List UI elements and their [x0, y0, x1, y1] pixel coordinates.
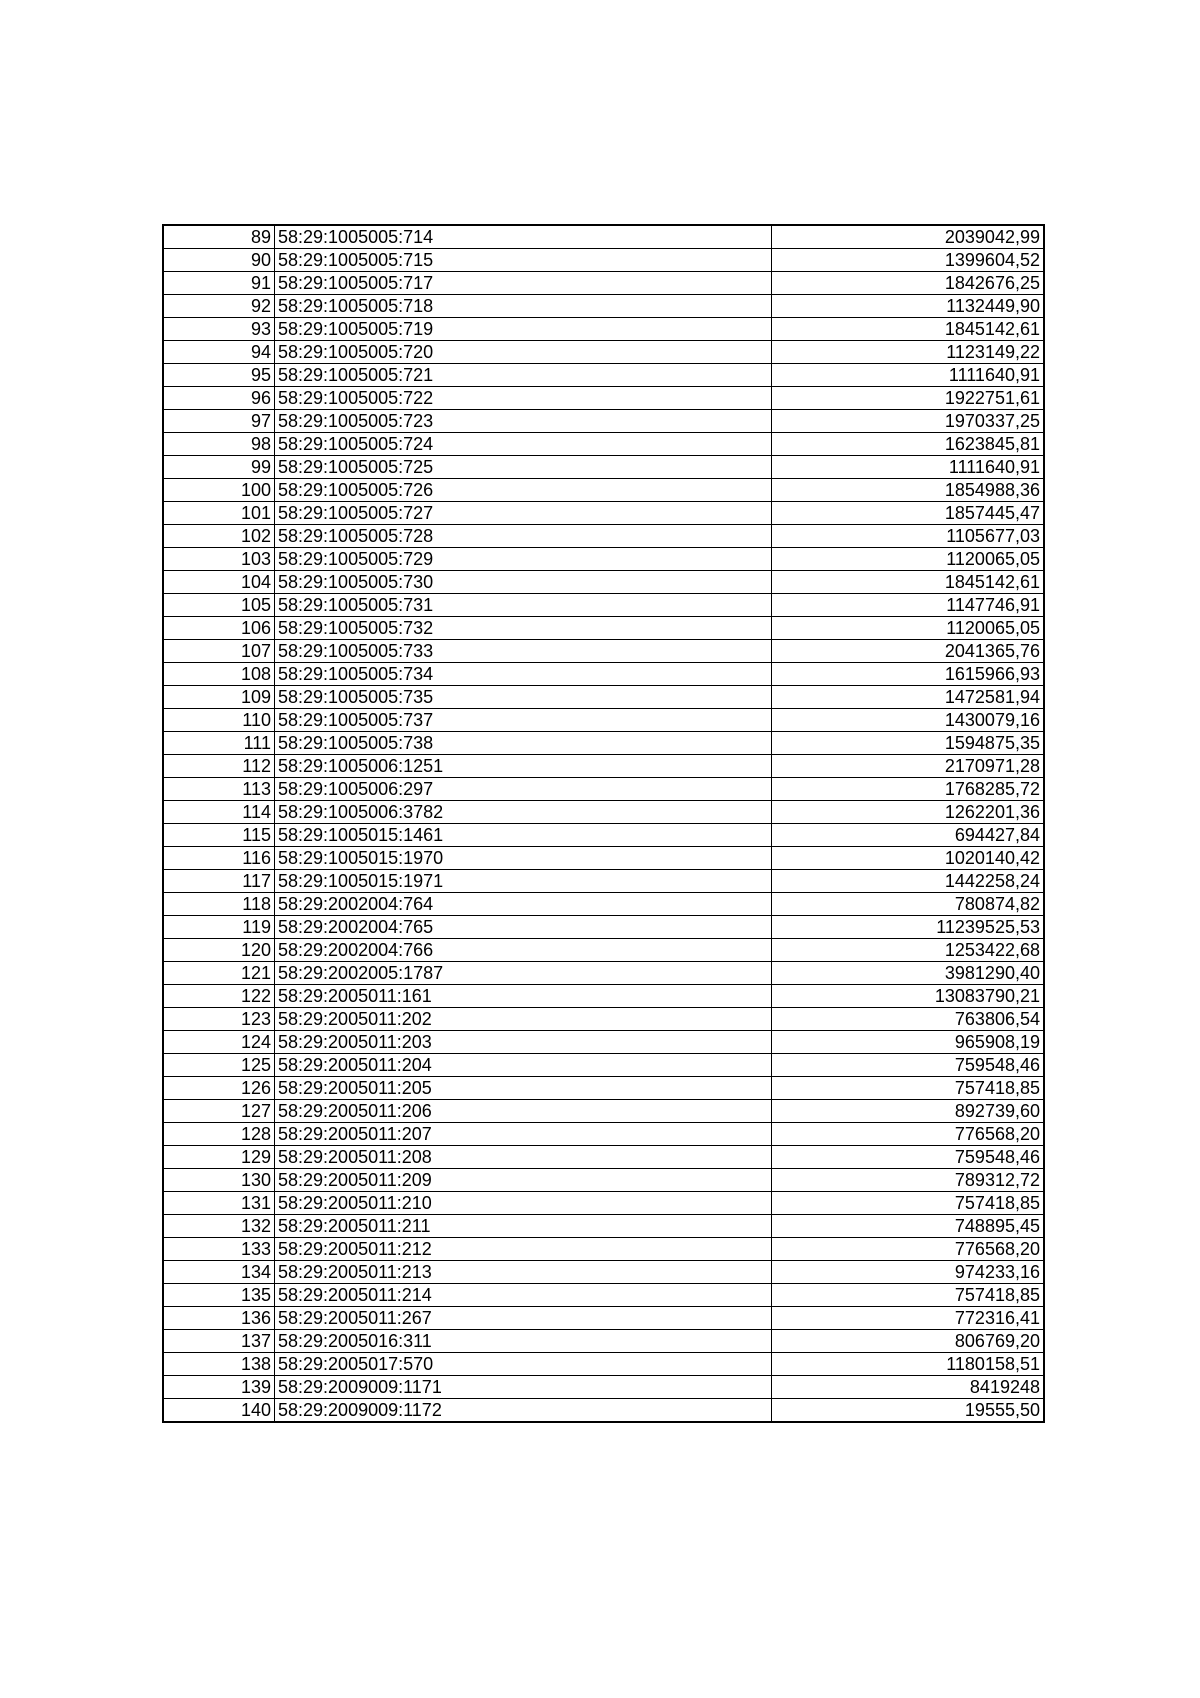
row-number-cell: 139 [163, 1376, 275, 1399]
cadastral-number-cell: 58:29:1005005:731 [275, 594, 772, 617]
table-row [163, 939, 1044, 962]
value-cell: 1857445,47 [772, 502, 1045, 525]
table-row [163, 709, 1044, 732]
row-number-cell: 109 [163, 686, 275, 709]
table-row [163, 1353, 1044, 1376]
table-row [163, 272, 1044, 295]
row-number-cell: 95 [163, 364, 275, 387]
row-number-cell: 116 [163, 847, 275, 870]
table-row [163, 525, 1044, 548]
table-row [163, 249, 1044, 272]
cadastral-number-cell: 58:29:1005005:722 [275, 387, 772, 410]
value-cell: 1399604,52 [772, 249, 1045, 272]
cadastral-number-cell: 58:29:2005011:207 [275, 1123, 772, 1146]
table-row [163, 1169, 1044, 1192]
row-number-cell: 131 [163, 1192, 275, 1215]
table-row [163, 1077, 1044, 1100]
value-cell: 1123149,22 [772, 341, 1045, 364]
cadastral-number-cell: 58:29:1005005:718 [275, 295, 772, 318]
row-number-cell: 120 [163, 939, 275, 962]
value-cell: 748895,45 [772, 1215, 1045, 1238]
value-cell: 13083790,21 [772, 985, 1045, 1008]
row-number-cell: 119 [163, 916, 275, 939]
row-number-cell: 126 [163, 1077, 275, 1100]
row-number-cell: 89 [163, 225, 275, 249]
value-cell: 8419248 [772, 1376, 1045, 1399]
cadastral-number-cell: 58:29:1005015:1970 [275, 847, 772, 870]
row-number-cell: 111 [163, 732, 275, 755]
cadastral-number-cell: 58:29:1005005:719 [275, 318, 772, 341]
row-number-cell: 106 [163, 617, 275, 640]
row-number-cell: 96 [163, 387, 275, 410]
cadastral-number-cell: 58:29:1005005:717 [275, 272, 772, 295]
cadastral-number-cell: 58:29:2002004:766 [275, 939, 772, 962]
row-number-cell: 118 [163, 893, 275, 916]
value-cell: 776568,20 [772, 1123, 1045, 1146]
value-cell: 1442258,24 [772, 870, 1045, 893]
table-row [163, 962, 1044, 985]
row-number-cell: 135 [163, 1284, 275, 1307]
table-row [163, 410, 1044, 433]
row-number-cell: 128 [163, 1123, 275, 1146]
cadastral-number-cell: 58:29:2005011:202 [275, 1008, 772, 1031]
value-cell: 806769,20 [772, 1330, 1045, 1353]
cadastral-number-cell: 58:29:2002004:764 [275, 893, 772, 916]
table-row [163, 502, 1044, 525]
cadastral-number-cell: 58:29:1005005:738 [275, 732, 772, 755]
value-cell: 1845142,61 [772, 318, 1045, 341]
table-row [163, 225, 1044, 249]
value-cell: 1262201,36 [772, 801, 1045, 824]
row-number-cell: 107 [163, 640, 275, 663]
value-cell: 1105677,03 [772, 525, 1045, 548]
cadastral-number-cell: 58:29:1005005:734 [275, 663, 772, 686]
table-body [163, 225, 1044, 1422]
cadastral-number-cell: 58:29:1005005:730 [275, 571, 772, 594]
row-number-cell: 108 [163, 663, 275, 686]
cadastral-number-cell: 58:29:2005011:204 [275, 1054, 772, 1077]
table-row [163, 1008, 1044, 1031]
row-number-cell: 101 [163, 502, 275, 525]
document-page [162, 224, 1045, 1423]
table-row [163, 341, 1044, 364]
cadastral-number-cell: 58:29:1005005:735 [275, 686, 772, 709]
table-row [163, 433, 1044, 456]
row-number-cell: 97 [163, 410, 275, 433]
value-cell: 3981290,40 [772, 962, 1045, 985]
cadastral-number-cell: 58:29:1005015:1461 [275, 824, 772, 847]
table-row [163, 663, 1044, 686]
cadastral-number-cell: 58:29:2005017:570 [275, 1353, 772, 1376]
table-row [163, 387, 1044, 410]
row-number-cell: 113 [163, 778, 275, 801]
cadastral-number-cell: 58:29:1005005:733 [275, 640, 772, 663]
cadastral-number-cell: 58:29:2005011:214 [275, 1284, 772, 1307]
cadastral-number-cell: 58:29:1005005:737 [275, 709, 772, 732]
value-cell: 694427,84 [772, 824, 1045, 847]
cadastral-number-cell: 58:29:1005006:297 [275, 778, 772, 801]
table-row [163, 1031, 1044, 1054]
table-row [163, 456, 1044, 479]
value-cell: 759548,46 [772, 1054, 1045, 1077]
value-cell: 19555,50 [772, 1399, 1045, 1423]
cadastral-number-cell: 58:29:1005005:726 [275, 479, 772, 502]
value-cell: 1842676,25 [772, 272, 1045, 295]
row-number-cell: 133 [163, 1238, 275, 1261]
table-row [163, 870, 1044, 893]
value-cell: 757418,85 [772, 1284, 1045, 1307]
row-number-cell: 121 [163, 962, 275, 985]
value-cell: 1594875,35 [772, 732, 1045, 755]
cadastral-number-cell: 58:29:1005005:714 [275, 225, 772, 249]
table-row [163, 778, 1044, 801]
row-number-cell: 105 [163, 594, 275, 617]
cadastral-number-cell: 58:29:2005011:208 [275, 1146, 772, 1169]
table-row [163, 686, 1044, 709]
cadastral-number-cell: 58:29:2005011:210 [275, 1192, 772, 1215]
value-cell: 1111640,91 [772, 456, 1045, 479]
cadastral-number-cell: 58:29:1005005:721 [275, 364, 772, 387]
table-row [163, 1330, 1044, 1353]
cadastral-number-cell: 58:29:1005005:729 [275, 548, 772, 571]
cadastral-number-cell: 58:29:2005011:203 [275, 1031, 772, 1054]
row-number-cell: 93 [163, 318, 275, 341]
cadastral-number-cell: 58:29:2009009:1171 [275, 1376, 772, 1399]
value-cell: 1132449,90 [772, 295, 1045, 318]
cadastral-number-cell: 58:29:2005011:213 [275, 1261, 772, 1284]
row-number-cell: 103 [163, 548, 275, 571]
value-cell: 1768285,72 [772, 778, 1045, 801]
cadastral-number-cell: 58:29:2005011:267 [275, 1307, 772, 1330]
value-cell: 1180158,51 [772, 1353, 1045, 1376]
value-cell: 2170971,28 [772, 755, 1045, 778]
value-cell: 2039042,99 [772, 225, 1045, 249]
row-number-cell: 137 [163, 1330, 275, 1353]
row-number-cell: 127 [163, 1100, 275, 1123]
table-row [163, 732, 1044, 755]
cadastral-number-cell: 58:29:2005011:206 [275, 1100, 772, 1123]
table-row [163, 479, 1044, 502]
value-cell: 1147746,91 [772, 594, 1045, 617]
value-cell: 1922751,61 [772, 387, 1045, 410]
value-cell: 789312,72 [772, 1169, 1045, 1192]
table-row [163, 1307, 1044, 1330]
row-number-cell: 100 [163, 479, 275, 502]
table-row [163, 893, 1044, 916]
value-cell: 757418,85 [772, 1192, 1045, 1215]
value-cell: 763806,54 [772, 1008, 1045, 1031]
value-cell: 2041365,76 [772, 640, 1045, 663]
row-number-cell: 92 [163, 295, 275, 318]
cadastral-number-cell: 58:29:1005006:3782 [275, 801, 772, 824]
cadastral-number-cell: 58:29:2005016:311 [275, 1330, 772, 1353]
table-row [163, 1100, 1044, 1123]
row-number-cell: 110 [163, 709, 275, 732]
table-row [163, 1376, 1044, 1399]
row-number-cell: 134 [163, 1261, 275, 1284]
value-cell: 1020140,42 [772, 847, 1045, 870]
row-number-cell: 122 [163, 985, 275, 1008]
row-number-cell: 99 [163, 456, 275, 479]
row-number-cell: 124 [163, 1031, 275, 1054]
value-cell: 892739,60 [772, 1100, 1045, 1123]
cadastral-number-cell: 58:29:2005011:212 [275, 1238, 772, 1261]
cadastral-value-table [162, 224, 1045, 1423]
row-number-cell: 94 [163, 341, 275, 364]
row-number-cell: 138 [163, 1353, 275, 1376]
table-row [163, 1261, 1044, 1284]
table-row [163, 640, 1044, 663]
value-cell: 965908,19 [772, 1031, 1045, 1054]
table-row [163, 916, 1044, 939]
row-number-cell: 98 [163, 433, 275, 456]
cadastral-number-cell: 58:29:2005011:161 [275, 985, 772, 1008]
table-row [163, 1123, 1044, 1146]
row-number-cell: 114 [163, 801, 275, 824]
table-row [163, 571, 1044, 594]
table-row [163, 295, 1044, 318]
cadastral-number-cell: 58:29:1005005:728 [275, 525, 772, 548]
row-number-cell: 112 [163, 755, 275, 778]
table-row [163, 801, 1044, 824]
row-number-cell: 130 [163, 1169, 275, 1192]
row-number-cell: 102 [163, 525, 275, 548]
table-row [163, 1399, 1044, 1423]
cadastral-number-cell: 58:29:2002005:1787 [275, 962, 772, 985]
row-number-cell: 104 [163, 571, 275, 594]
row-number-cell: 129 [163, 1146, 275, 1169]
value-cell: 1845142,61 [772, 571, 1045, 594]
table-row [163, 847, 1044, 870]
table-row [163, 1238, 1044, 1261]
value-cell: 1111640,91 [772, 364, 1045, 387]
row-number-cell: 115 [163, 824, 275, 847]
row-number-cell: 117 [163, 870, 275, 893]
value-cell: 1623845,81 [772, 433, 1045, 456]
table-row [163, 985, 1044, 1008]
table-row [163, 318, 1044, 341]
cadastral-number-cell: 58:29:1005005:732 [275, 617, 772, 640]
cadastral-number-cell: 58:29:2005011:205 [275, 1077, 772, 1100]
table-row [163, 364, 1044, 387]
row-number-cell: 123 [163, 1008, 275, 1031]
cadastral-number-cell: 58:29:1005006:1251 [275, 755, 772, 778]
cadastral-number-cell: 58:29:2005011:211 [275, 1215, 772, 1238]
table-row [163, 1054, 1044, 1077]
value-cell: 776568,20 [772, 1238, 1045, 1261]
value-cell: 1854988,36 [772, 479, 1045, 502]
cadastral-number-cell: 58:29:2002004:765 [275, 916, 772, 939]
cadastral-number-cell: 58:29:1005005:724 [275, 433, 772, 456]
value-cell: 11239525,53 [772, 916, 1045, 939]
row-number-cell: 140 [163, 1399, 275, 1423]
cadastral-number-cell: 58:29:1005005:723 [275, 410, 772, 433]
cadastral-number-cell: 58:29:1005005:715 [275, 249, 772, 272]
cadastral-number-cell: 58:29:1005005:720 [275, 341, 772, 364]
table-row [163, 1215, 1044, 1238]
cadastral-number-cell: 58:29:1005005:725 [275, 456, 772, 479]
value-cell: 1253422,68 [772, 939, 1045, 962]
value-cell: 1615966,93 [772, 663, 1045, 686]
row-number-cell: 90 [163, 249, 275, 272]
table-row [163, 1192, 1044, 1215]
row-number-cell: 91 [163, 272, 275, 295]
row-number-cell: 136 [163, 1307, 275, 1330]
table-row [163, 755, 1044, 778]
value-cell: 772316,41 [772, 1307, 1045, 1330]
table-row [163, 1284, 1044, 1307]
table-row [163, 617, 1044, 640]
table-row [163, 548, 1044, 571]
table-row [163, 594, 1044, 617]
value-cell: 1120065,05 [772, 548, 1045, 571]
cadastral-number-cell: 58:29:1005015:1971 [275, 870, 772, 893]
cadastral-number-cell: 58:29:2009009:1172 [275, 1399, 772, 1423]
value-cell: 1430079,16 [772, 709, 1045, 732]
value-cell: 1120065,05 [772, 617, 1045, 640]
value-cell: 759548,46 [772, 1146, 1045, 1169]
value-cell: 757418,85 [772, 1077, 1045, 1100]
value-cell: 974233,16 [772, 1261, 1045, 1284]
cadastral-number-cell: 58:29:2005011:209 [275, 1169, 772, 1192]
value-cell: 1970337,25 [772, 410, 1045, 433]
cadastral-number-cell: 58:29:1005005:727 [275, 502, 772, 525]
row-number-cell: 132 [163, 1215, 275, 1238]
value-cell: 780874,82 [772, 893, 1045, 916]
value-cell: 1472581,94 [772, 686, 1045, 709]
table-row [163, 824, 1044, 847]
row-number-cell: 125 [163, 1054, 275, 1077]
table-row [163, 1146, 1044, 1169]
